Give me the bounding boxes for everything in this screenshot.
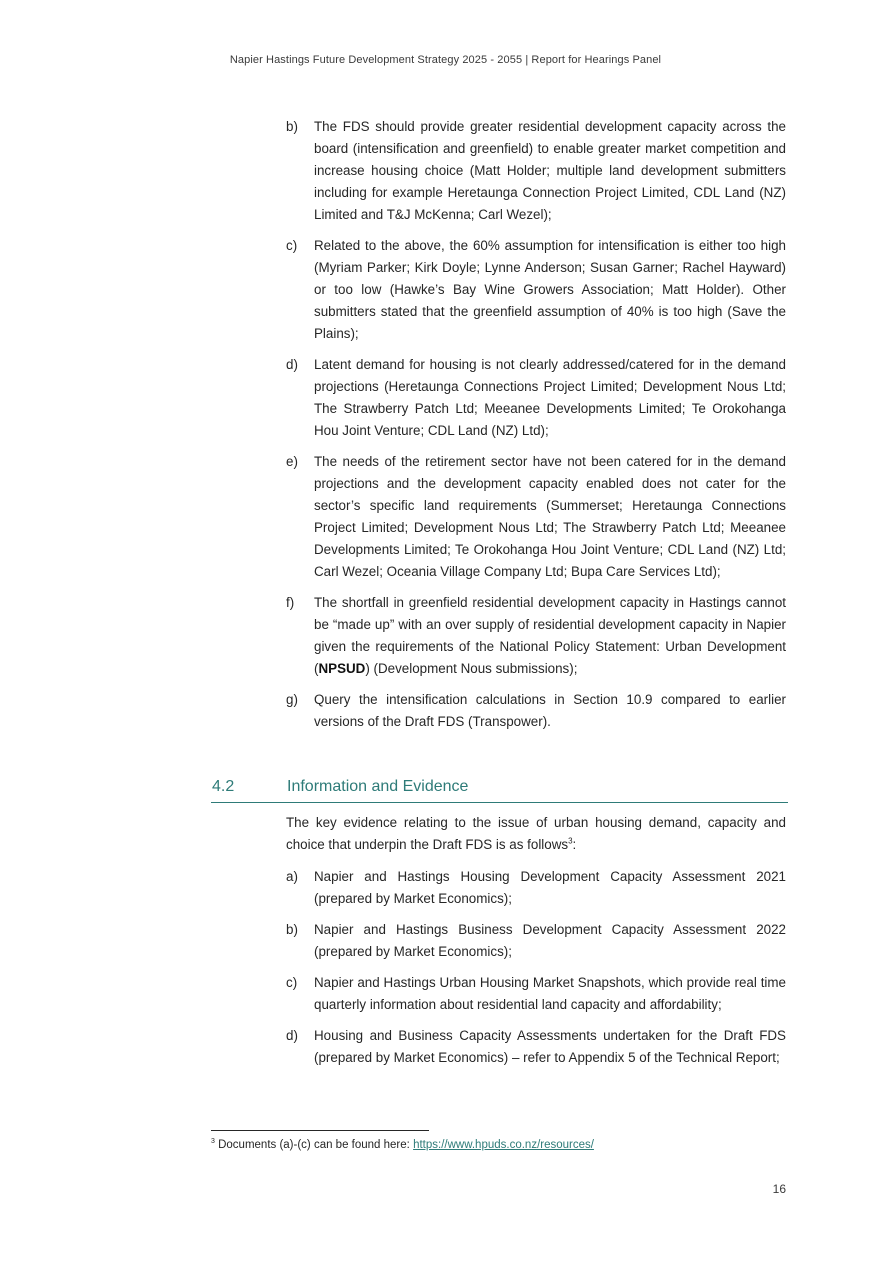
list-item-label: b) <box>286 119 298 134</box>
npsud-abbreviation: NPSUD <box>318 661 366 676</box>
list-item-label: f) <box>286 595 295 610</box>
list-item-text: The needs of the retirement sector have not been catered for in the demand projections and the development capacity enabled does not cater for the sector’s specific land requirements (Summerset; Heretaunga Connections Project Limited; Development Nous Ltd; The Strawberry Patch Ltd; Meeanee Developments Limited; Te Orokohanga Hou Joint Venture; CDL Land (NZ) Ltd; Carl Wezel; Oceania Village Company Ltd; Bupa Care Services Ltd); <box>314 454 786 579</box>
list-item-label: g) <box>286 692 298 707</box>
list-item <box>286 972 786 1016</box>
list-item-label: c) <box>286 238 298 253</box>
list-item <box>286 919 786 963</box>
list-item-text: Napier and Hastings Housing Development Capacity Assessment 2021 (prepared by Market Economics); <box>314 869 786 906</box>
list-item-label: a) <box>286 869 298 884</box>
list-item-text <box>314 592 786 680</box>
footnote-separator <box>211 1130 429 1131</box>
page-number: 16 <box>772 1182 786 1196</box>
intro-text: The key evidence relating to the issue of urban housing demand, capacity and choice that underpin the Draft FDS is as follows <box>286 815 786 852</box>
list-item-text: Housing and Business Capacity Assessments undertaken for the Draft FDS (prepared by Market Economics) – refer to Appendix 5 of the Technical Report; <box>314 1028 786 1065</box>
footnote-marker: 3 <box>211 1138 215 1146</box>
footnote-text: Documents (a)-(c) can be found here: <box>214 1139 414 1151</box>
list-item-label: d) <box>286 1028 298 1043</box>
list-item-text: Napier and Hastings Business Development Capacity Assessment 2022 (prepared by Market Economics); <box>314 922 786 959</box>
section-heading <box>211 776 788 803</box>
resources-link[interactable]: https://www.hpuds.co.nz/resources/ <box>413 1139 594 1151</box>
list-item <box>286 592 786 680</box>
section-title: Information and Evidence <box>287 778 469 795</box>
section-number: 4.2 <box>212 778 235 795</box>
list-item-label: d) <box>286 357 298 372</box>
list-item-label: b) <box>286 922 298 937</box>
list-item-label: c) <box>286 975 298 990</box>
list-item <box>286 866 786 910</box>
list-item-text: The FDS should provide greater residential development capacity across the board (intensification and greenfield) to enable greater market competition and increase housing choice (Matt Holder; multiple land development submitters including for example Heretaunga Connection Project Limited, CDL Land (NZ) Limited and T&J McKenna; Carl Wezel); <box>314 119 786 222</box>
list-item <box>286 689 786 733</box>
submission-points-list <box>286 116 786 742</box>
footnote <box>211 1139 594 1151</box>
list-item-text: Latent demand for housing is not clearly addressed/catered for in the demand projections (Heretaunga Connections Project Limited; Development Nous Ltd; The Strawberry Patch Ltd; Meeanee Developments Limited; Te Orokohanga Hou Joint Venture; CDL Land (NZ) Ltd); <box>314 357 786 438</box>
list-item <box>286 451 786 583</box>
list-item <box>286 235 786 345</box>
list-item <box>286 354 786 442</box>
list-item-text: Napier and Hastings Urban Housing Market Snapshots, which provide real time quarterly information about residential land capacity and affordability; <box>314 975 786 1012</box>
text-run: ) (Development Nous submissions); <box>365 661 578 676</box>
running-header: Napier Hastings Future Development Strategy 2025 - 2055 | Report for Hearings Panel <box>229 54 662 66</box>
intro-paragraph <box>286 812 786 856</box>
intro-end: : <box>572 837 577 852</box>
footnote-reference[interactable]: 3 <box>568 836 573 846</box>
list-item-label: e) <box>286 454 298 469</box>
list-item-text: Related to the above, the 60% assumption for intensification is either too high (Myriam Parker; Kirk Doyle; Lynne Anderson; Susan Garner; Rachel Hayward) or too low (Hawke’s Bay Wine Growers Association; Matt Holder). Other submitters stated that the greenfield assumption of 40% is too high (Save the Plains); <box>314 238 786 341</box>
evidence-list <box>286 866 786 1078</box>
list-item <box>286 1025 786 1069</box>
text-run: The shortfall in greenfield residential development capacity in Hastings cannot be “made up” with an over supply of residential development capacity in Napier given the requirements of the National Policy Statement: Urban Development ( <box>314 595 786 676</box>
list-item <box>286 116 786 226</box>
list-item-text: Query the intensification calculations in Section 10.9 compared to earlier versions of the Draft FDS (Transpower). <box>314 692 786 729</box>
